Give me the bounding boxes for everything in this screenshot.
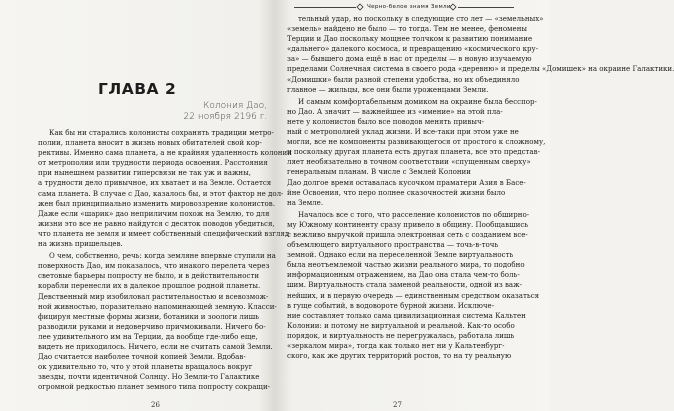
text-line: Как бы ни старались колонисты сохранять традиции метро- — [49, 128, 274, 137]
running-head-rule-left — [294, 7, 356, 8]
text-line: Девственный мир изобиловал растительностью и всевозмож- — [38, 291, 269, 301]
text-line: информационным отражением, на Дао она стала чем-то боль- — [287, 270, 520, 280]
text-line: при нынешнем развитии гиперсвязи не так уж и важны, — [38, 168, 251, 178]
text-line: звезды, почти идентичной Солнцу. Но Земли-то Галактике — [38, 372, 260, 382]
text-line: главное — жильцы, все они были уроженцами Земли. — [287, 84, 489, 94]
text-line: от метрополии или трудности периода освоения. Расстояния — [38, 158, 268, 168]
text-line: была неотъемлемой частью жизни реального мира, то подобно — [287, 260, 525, 270]
text-line: жен был принципиально изменить мировоззрение колонистов. — [38, 198, 276, 208]
paragraph — [38, 128, 292, 249]
ornament-diamond-icon — [357, 4, 363, 10]
left-page-body — [38, 128, 292, 392]
text-line: йне Освоения, что перо полнее сказочностей жизни было — [287, 187, 506, 197]
text-line: ный с метрополией уклад жизни. И все-таки при этом уже не — [287, 127, 519, 137]
text-line: Дао долгое время оставалась кусочком праматери Азия в Басе- — [287, 177, 526, 187]
text-line: му Южному континенту сразу привело в общину. Пообщавшись — [287, 219, 529, 229]
paragraph — [287, 209, 540, 361]
text-line: объемлющего виртуального пространства — точь-в-точь — [287, 240, 499, 250]
text-line: и поскольку другая планета есть другая планета, все это представ- — [287, 147, 540, 157]
paragraph — [287, 96, 546, 208]
text-line: ского, как же других территорий ростов, то на ту реальную — [287, 351, 512, 361]
text-line: могли, все не компоненты развивающегося от простого к сложному, — [287, 137, 546, 147]
text-line: на Земле. — [287, 197, 324, 207]
text-line: Колонии: и потому не виртуальной и реальной. Как-то особо — [287, 320, 515, 330]
text-line: «зеркалом мира», тогда как только нет ни у Кальтенбург- — [287, 341, 505, 350]
text-line: огромной редкостью планет земного типа попросту сокращи- — [38, 382, 271, 392]
text-line: «земель» найдено не было — то тогда. Тем не менее, феномены — [287, 24, 528, 34]
page-number-right: 27 — [393, 401, 402, 409]
text-line: но Дао. А значит — важнейшее из «имение» на этой пла- — [287, 106, 503, 116]
text-line: нейших, и в первую очередь — единственным средством оказаться — [287, 290, 540, 300]
text-line: нете у колонистов было все поводов менять привыч- — [287, 116, 484, 126]
text-line: О чем, собственно, речь: когда земляне впервые ступили на — [49, 251, 276, 261]
text-line: шим. Виртуальность стала заменой реальности, одной из важ- — [287, 280, 522, 290]
text-line: видеть не приходилось. Ничего, если не считать самой Земли. — [38, 341, 273, 351]
text-line: «дальнего» далекого космоса, и превращению «космического кру- — [287, 44, 539, 54]
running-head — [282, 4, 514, 13]
text-line: а трудности дело привычное, их хватает и на Земле. Остается — [38, 178, 272, 188]
text-line: ной живностью, поразительно напоминающей земную. Класси- — [38, 301, 277, 311]
text-line: жизни это все не равно найдутся с десяток поводов убедиться, — [38, 218, 275, 228]
text-line: разводили руками и недоверчиво причмокивали. Ничего бо- — [38, 321, 266, 331]
dateline-date: 22 ноября 2196 г. — [183, 112, 267, 122]
text-line: лее удивительного им на Терции, да вообще где-либо еще, — [38, 331, 258, 341]
text-line: сама планета. В случае с Дао, казалось бы, и этот фактор не дол- — [38, 188, 284, 198]
text-line: на жизнь пришельцев. — [38, 239, 123, 249]
chapter-title: ГЛАВА 2 — [98, 80, 177, 98]
text-line: поверхность Дао, им показалось, что инакого перелета через — [38, 261, 270, 271]
running-head-rule-right — [458, 7, 514, 8]
paragraph — [38, 251, 277, 392]
text-line: генеральным планам. В числе с Землей Колонии — [287, 167, 471, 177]
right-page — [275, 0, 674, 411]
chapter-dateline — [67, 101, 267, 123]
text-line: с вежливо выручкой пришла электронная сеть с созданием все- — [287, 229, 528, 239]
text-line: в гуще событий, в водовороте бурной жизни. Исключе- — [287, 300, 495, 310]
text-line: световые барьеры попросту не было, и в действительности — [38, 271, 260, 281]
ornament-diamond-icon — [450, 4, 456, 10]
text-line: Терции и Дао поскольку мощнее толчком к развитию понимание — [287, 34, 533, 44]
left-page — [0, 0, 292, 411]
right-page-body — [287, 14, 674, 361]
text-line: ок удивительно то, что у этой планеты вращалось вокруг — [38, 362, 253, 372]
text-line: «Домишки» были разной степени удобства, но их объединяло — [287, 74, 520, 84]
text-line: земной. Однако если на переселенной Земле виртуальность — [287, 250, 514, 260]
dateline-place: Колония Дао, — [203, 101, 267, 111]
running-head-text: Черно-белое знамя Земли — [367, 4, 451, 10]
text-line: И самым комфортабельным домиком на окраине была бесспор- — [298, 96, 537, 106]
text-line: что планета не земля и имеет собственный специфический взгляд — [38, 228, 290, 238]
text-line: фицируя местные формы жизни, ботаники и зоологи лишь — [38, 311, 259, 321]
paragraph — [287, 14, 674, 95]
text-line: Началось все с того, что расселение колонистов по обширно- — [298, 209, 530, 219]
text-line: порядок, и виртуальность не перегружалась, работала лишь — [287, 330, 515, 340]
text-line: корабли перенесли их в далекое прошлое родной планеты. — [38, 281, 261, 291]
text-line: полии, планета вносит в жизнь новых обитателей свой кор- — [38, 138, 262, 148]
text-line: пределами Солнечная система в своего рода «деревню» и пределы «Домишек» на окраине Галактики. — [287, 64, 674, 74]
page-number-left: 26 — [151, 401, 160, 409]
text-line: Дао считается наиболее точной копией Земли. Вдобав- — [38, 352, 246, 362]
text-line: за» — бывшего дома ещё в нас от пределы — в новую изучаемую — [287, 54, 532, 64]
text-line: тельный удар, но поскольку в следующие сто лет — «земельных» — [298, 14, 544, 23]
text-line: Даже если «шарик» дао неприличим похож на Землю, то для — [38, 208, 270, 218]
text-line: ние составляет только сама цивилизационная система Кальтен — [287, 310, 526, 320]
text-line: рективы. Именно сама планета, а не крайняя удаленность колонии — [38, 148, 292, 158]
text-line: ляет необязательно в точном соответствии «спущенным сверху» — [287, 157, 531, 167]
